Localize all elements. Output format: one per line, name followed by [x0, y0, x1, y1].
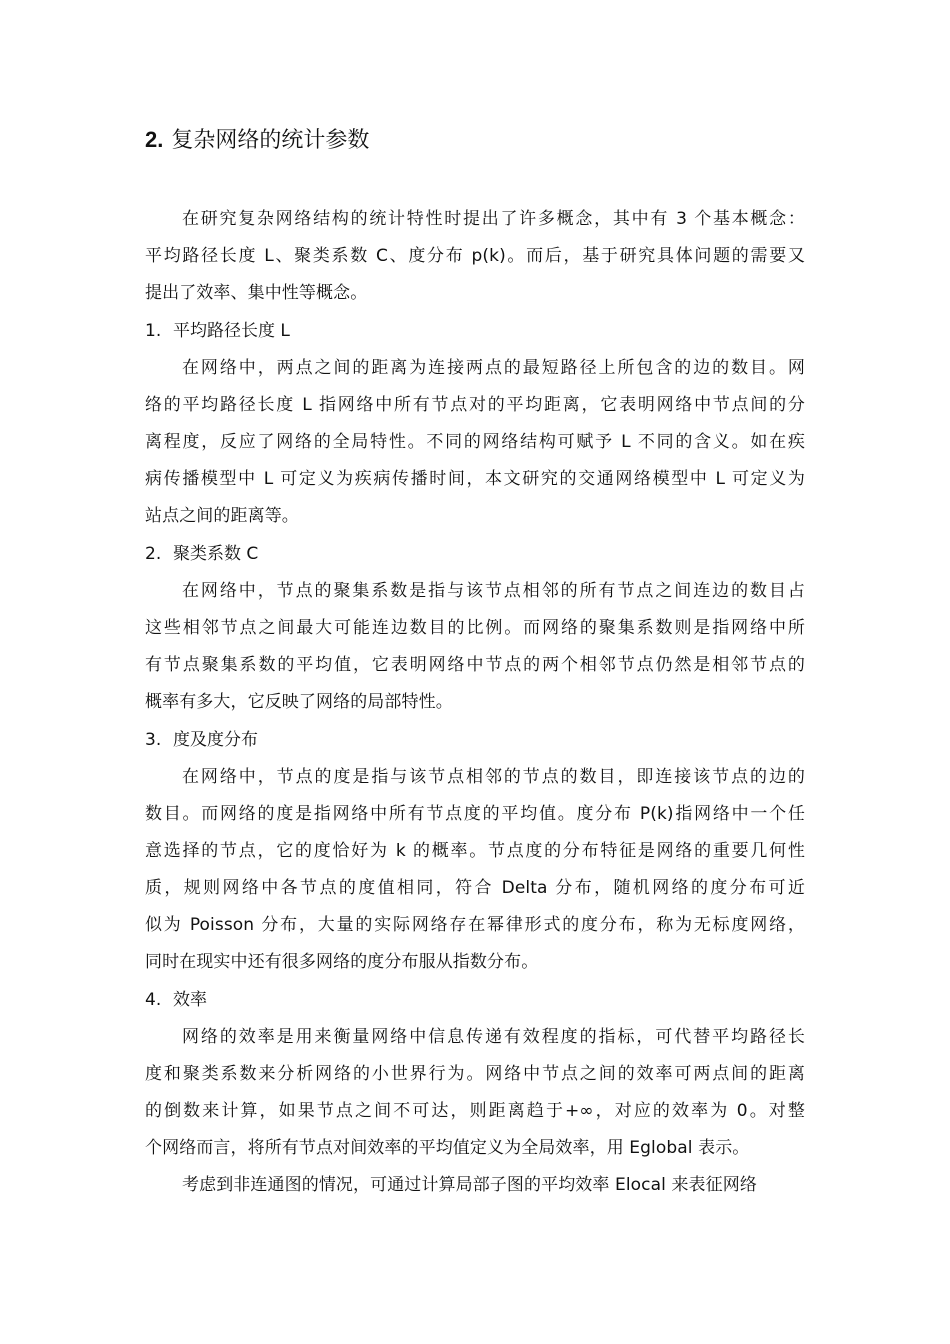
paragraph-line: 数目。而网络的度是指网络中所有节点度的平均值。度分布 P(k)指网络中一个任: [145, 804, 805, 824]
paragraph-line: 在网络中，两点之间的距离为连接两点的最短路径上所包含的边的数目。网: [182, 358, 805, 378]
paragraph-line: 这些相邻节点之间最大可能连边数目的比例。而网络的聚集系数则是指网络中所: [145, 618, 805, 638]
paragraph-line: 质，规则网络中各节点的度值相同，符合 Delta 分布，随机网络的度分布可近: [145, 878, 805, 898]
subsection-number: 4.: [145, 990, 162, 1010]
subsection-number: 2.: [145, 544, 162, 564]
paragraph-line: 络的平均路径长度 L 指网络中所有节点对的平均距离，它表明网络中节点间的分: [145, 395, 805, 415]
subsection-title: 效率: [173, 990, 207, 1010]
paragraph-line: 有节点聚集系数的平均值，它表明网络中节点的两个相邻节点仍然是相邻节点的: [145, 655, 805, 675]
paragraph-line: 网络的效率是用来衡量网络中信息传递有效程度的指标，可代替平均路径长: [182, 1027, 805, 1047]
subsection-number: 1.: [145, 321, 162, 341]
subsection-heading: [145, 728, 258, 752]
paragraph-line: 概率有多大，它反映了网络的局部特性。: [145, 692, 453, 712]
section-heading: [145, 124, 369, 157]
paragraph-line: 个网络而言，将所有节点对间效率的平均值定义为全局效率，用 Eglobal 表示。: [145, 1138, 750, 1158]
subsection-title: 度及度分布: [173, 730, 258, 750]
paragraph-line: 度和聚类系数来分析网络的小世界行为。网络中节点之间的效率可两点间的距离: [145, 1064, 805, 1084]
paragraph-line: 在网络中，节点的聚集系数是指与该节点相邻的所有节点之间连边的数目占: [182, 581, 805, 601]
subsection-number: 3.: [145, 730, 162, 750]
paragraph-line: 意选择的节点，它的度恰好为 k 的概率。节点度的分布特征是网络的重要几何性: [145, 841, 805, 861]
subsection-title: 聚类系数 C: [173, 544, 259, 564]
paragraph-line: 考虑到非连通图的情况，可通过计算局部子图的平均效率 Elocal 来表征网络: [182, 1175, 757, 1195]
section-title: 复杂网络的统计参数: [171, 128, 370, 153]
paragraph-line: 在网络中，节点的度是指与该节点相邻的节点的数目，即连接该节点的边的: [182, 767, 805, 787]
subsection-heading: [145, 319, 290, 343]
paragraph-line: 提出了效率、集中性等概念。: [145, 283, 368, 303]
paragraph-line: 在研究复杂网络结构的统计特性时提出了许多概念，其中有 3 个基本概念：: [182, 209, 805, 229]
subsection-heading: [145, 988, 207, 1012]
paragraph-line: 的倒数来计算，如果节点之间不可达，则距离趋于+∞，对应的效率为 0。对整: [145, 1101, 805, 1121]
paragraph-line: 似为 Poisson 分布，大量的实际网络存在幂律形式的度分布，称为无标度网络，: [145, 915, 805, 935]
paragraph-line: 病传播模型中 L 可定义为疾病传播时间，本文研究的交通网络模型中 L 可定义为: [145, 469, 805, 489]
section-number: 2.: [145, 127, 164, 152]
paragraph-line: 离程度，反应了网络的全局特性。不同的网络结构可赋予 L 不同的含义。如在疾: [145, 432, 805, 452]
subsection-heading: [145, 542, 258, 566]
subsection-title: 平均路径长度 L: [173, 321, 290, 341]
paragraph-line: 同时在现实中还有很多网络的度分布服从指数分布。: [145, 952, 539, 972]
paragraph-line: 站点之间的距离等。: [145, 506, 299, 526]
paragraph-line: 平均路径长度 L、聚类系数 C、度分布 p(k)。而后，基于研究具体问题的需要又: [145, 246, 805, 266]
